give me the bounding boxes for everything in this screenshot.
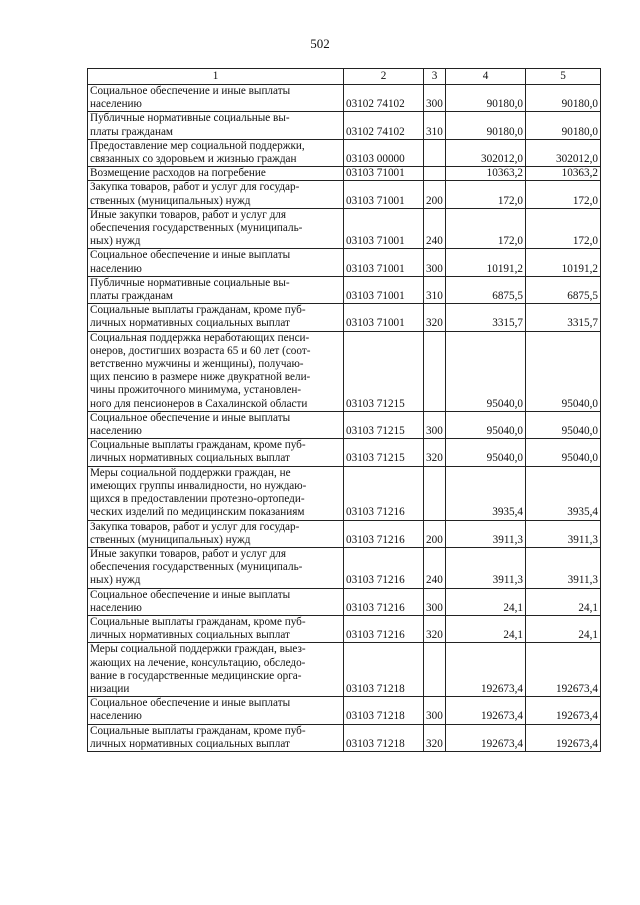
row-value-col4: 3315,7 bbox=[446, 304, 526, 331]
table-row bbox=[88, 249, 601, 276]
row-expense-type bbox=[424, 331, 446, 411]
table-row bbox=[88, 411, 601, 438]
row-expense-type: 200 bbox=[424, 520, 446, 547]
row-code: 03103 71218 bbox=[344, 643, 424, 697]
table-row bbox=[88, 724, 601, 751]
row-code: 03103 71215 bbox=[344, 331, 424, 411]
row-value-col4: 172,0 bbox=[446, 208, 526, 249]
row-value-col5: 3315,7 bbox=[526, 304, 601, 331]
row-name: Социальное обеспечение и иные выплаты населению bbox=[88, 249, 344, 276]
row-expense-type: 310 bbox=[424, 276, 446, 303]
row-value-col4: 95040,0 bbox=[446, 439, 526, 466]
row-name: Социальные выплаты гражданам, кроме пуб- личных нормативных социальных выплат bbox=[88, 439, 344, 466]
row-expense-type: 310 bbox=[424, 112, 446, 139]
row-value-col5: 3935,4 bbox=[526, 466, 601, 520]
table-row bbox=[88, 588, 601, 615]
header-col-4: 4 bbox=[446, 69, 526, 85]
row-code: 03103 71216 bbox=[344, 466, 424, 520]
row-code: 03103 71218 bbox=[344, 724, 424, 751]
row-value-col5: 3911,3 bbox=[526, 547, 601, 588]
row-name: Закупка товаров, работ и услуг для государ- ственных (муниципальных) нужд bbox=[88, 181, 344, 208]
row-expense-type bbox=[424, 466, 446, 520]
row-value-col5: 192673,4 bbox=[526, 697, 601, 724]
row-value-col5: 172,0 bbox=[526, 208, 601, 249]
row-value-col4: 6875,5 bbox=[446, 276, 526, 303]
row-value-col4: 90180,0 bbox=[446, 85, 526, 112]
row-code: 03103 71216 bbox=[344, 520, 424, 547]
table-row bbox=[88, 139, 601, 166]
row-value-col5: 10363,2 bbox=[526, 167, 601, 181]
row-value-col4: 95040,0 bbox=[446, 331, 526, 411]
row-code: 03103 71001 bbox=[344, 181, 424, 208]
row-name: Социальные выплаты гражданам, кроме пуб- личных нормативных социальных выплат bbox=[88, 615, 344, 642]
row-value-col4: 172,0 bbox=[446, 181, 526, 208]
table-body bbox=[88, 85, 601, 752]
row-code: 03103 71218 bbox=[344, 697, 424, 724]
table-row bbox=[88, 304, 601, 331]
table-row bbox=[88, 615, 601, 642]
table-row bbox=[88, 466, 601, 520]
row-expense-type: 240 bbox=[424, 547, 446, 588]
row-code: 03103 71001 bbox=[344, 304, 424, 331]
row-name: Иные закупки товаров, работ и услуг для обеспечения государственных (муниципаль- ных) нужд bbox=[88, 547, 344, 588]
row-name: Меры социальной поддержки граждан, не имеющих группы инвалидности, но нуждаю- щихся в предоставлении протезно-ортопеди- ческих изделий по медицинским показаниям bbox=[88, 466, 344, 520]
table-row bbox=[88, 112, 601, 139]
row-name: Социальная поддержка неработающих пенси- онеров, достигших возраста 65 и 60 лет (соот- ветственно мужчины и женщины), получаю- щих пенсию в размере ниже двукратной вели- чины прожиточного минимума, установлен- ного для пенсионеров в Сахалинской области bbox=[88, 331, 344, 411]
row-code: 03102 74102 bbox=[344, 85, 424, 112]
row-value-col4: 10191,2 bbox=[446, 249, 526, 276]
row-value-col5: 95040,0 bbox=[526, 331, 601, 411]
row-expense-type bbox=[424, 643, 446, 697]
row-value-col4: 3935,4 bbox=[446, 466, 526, 520]
row-name: Предоставление мер социальной поддержки, связанных со здоровьем и жизнью граждан bbox=[88, 139, 344, 166]
table-row bbox=[88, 167, 601, 181]
row-expense-type: 300 bbox=[424, 411, 446, 438]
header-col-1: 1 bbox=[88, 69, 344, 85]
row-code: 03103 71001 bbox=[344, 208, 424, 249]
table-row bbox=[88, 697, 601, 724]
row-value-col4: 302012,0 bbox=[446, 139, 526, 166]
row-code: 03103 71001 bbox=[344, 276, 424, 303]
row-expense-type: 300 bbox=[424, 588, 446, 615]
row-value-col4: 95040,0 bbox=[446, 411, 526, 438]
row-value-col4: 90180,0 bbox=[446, 112, 526, 139]
row-expense-type: 320 bbox=[424, 439, 446, 466]
table-row bbox=[88, 331, 601, 411]
row-name: Публичные нормативные социальные вы- платы гражданам bbox=[88, 112, 344, 139]
row-code: 03103 71216 bbox=[344, 615, 424, 642]
row-value-col4: 192673,4 bbox=[446, 643, 526, 697]
table-row bbox=[88, 276, 601, 303]
row-value-col5: 24,1 bbox=[526, 615, 601, 642]
row-name: Публичные нормативные социальные вы- платы гражданам bbox=[88, 276, 344, 303]
row-value-col5: 90180,0 bbox=[526, 85, 601, 112]
table-row bbox=[88, 85, 601, 112]
header-col-2: 2 bbox=[344, 69, 424, 85]
row-value-col5: 302012,0 bbox=[526, 139, 601, 166]
table-row bbox=[88, 208, 601, 249]
row-code: 03103 00000 bbox=[344, 139, 424, 166]
row-value-col5: 192673,4 bbox=[526, 643, 601, 697]
header-col-5: 5 bbox=[526, 69, 601, 85]
row-code: 03103 71215 bbox=[344, 439, 424, 466]
row-expense-type bbox=[424, 139, 446, 166]
row-name: Социальное обеспечение и иные выплаты населению bbox=[88, 411, 344, 438]
row-expense-type: 320 bbox=[424, 615, 446, 642]
row-value-col5: 95040,0 bbox=[526, 439, 601, 466]
row-value-col4: 3911,3 bbox=[446, 547, 526, 588]
row-name: Социальное обеспечение и иные выплаты населению bbox=[88, 697, 344, 724]
row-name: Социальное обеспечение и иные выплаты населению bbox=[88, 588, 344, 615]
row-expense-type: 300 bbox=[424, 249, 446, 276]
row-value-col4: 192673,4 bbox=[446, 724, 526, 751]
row-name: Возмещение расходов на погребение bbox=[88, 167, 344, 181]
row-expense-type: 240 bbox=[424, 208, 446, 249]
row-value-col5: 10191,2 bbox=[526, 249, 601, 276]
row-value-col5: 90180,0 bbox=[526, 112, 601, 139]
row-code: 03102 74102 bbox=[344, 112, 424, 139]
row-code: 03103 71215 bbox=[344, 411, 424, 438]
row-name: Меры социальной поддержки граждан, выез- жающих на лечение, консультацию, обследо- вание в государственные медицинские орга- низации bbox=[88, 643, 344, 697]
table-row bbox=[88, 547, 601, 588]
table-row bbox=[88, 643, 601, 697]
row-name: Иные закупки товаров, работ и услуг для обеспечения государственных (муниципаль- ных) нужд bbox=[88, 208, 344, 249]
row-value-col4: 192673,4 bbox=[446, 697, 526, 724]
row-value-col5: 95040,0 bbox=[526, 411, 601, 438]
row-name: Закупка товаров, работ и услуг для государ- ственных (муниципальных) нужд bbox=[88, 520, 344, 547]
row-value-col4: 24,1 bbox=[446, 588, 526, 615]
page-number: 502 bbox=[310, 36, 330, 51]
row-expense-type: 300 bbox=[424, 85, 446, 112]
row-name: Социальное обеспечение и иные выплаты населению bbox=[88, 85, 344, 112]
row-expense-type: 320 bbox=[424, 304, 446, 331]
row-value-col5: 24,1 bbox=[526, 588, 601, 615]
row-value-col5: 172,0 bbox=[526, 181, 601, 208]
row-code: 03103 71001 bbox=[344, 167, 424, 181]
row-value-col5: 192673,4 bbox=[526, 724, 601, 751]
row-value-col4: 3911,3 bbox=[446, 520, 526, 547]
row-code: 03103 71216 bbox=[344, 547, 424, 588]
row-value-col4: 10363,2 bbox=[446, 167, 526, 181]
row-code: 03103 71216 bbox=[344, 588, 424, 615]
table-row bbox=[88, 520, 601, 547]
row-code: 03103 71001 bbox=[344, 249, 424, 276]
header-row bbox=[88, 69, 601, 85]
table-row bbox=[88, 181, 601, 208]
header-col-3: 3 bbox=[424, 69, 446, 85]
row-expense-type: 200 bbox=[424, 181, 446, 208]
row-value-col4: 24,1 bbox=[446, 615, 526, 642]
row-expense-type: 300 bbox=[424, 697, 446, 724]
row-value-col5: 3911,3 bbox=[526, 520, 601, 547]
row-expense-type bbox=[424, 167, 446, 181]
row-name: Социальные выплаты гражданам, кроме пуб- личных нормативных социальных выплат bbox=[88, 304, 344, 331]
row-name: Социальные выплаты гражданам, кроме пуб- личных нормативных социальных выплат bbox=[88, 724, 344, 751]
row-value-col5: 6875,5 bbox=[526, 276, 601, 303]
row-expense-type: 320 bbox=[424, 724, 446, 751]
table-row bbox=[88, 439, 601, 466]
budget-table bbox=[87, 68, 601, 752]
